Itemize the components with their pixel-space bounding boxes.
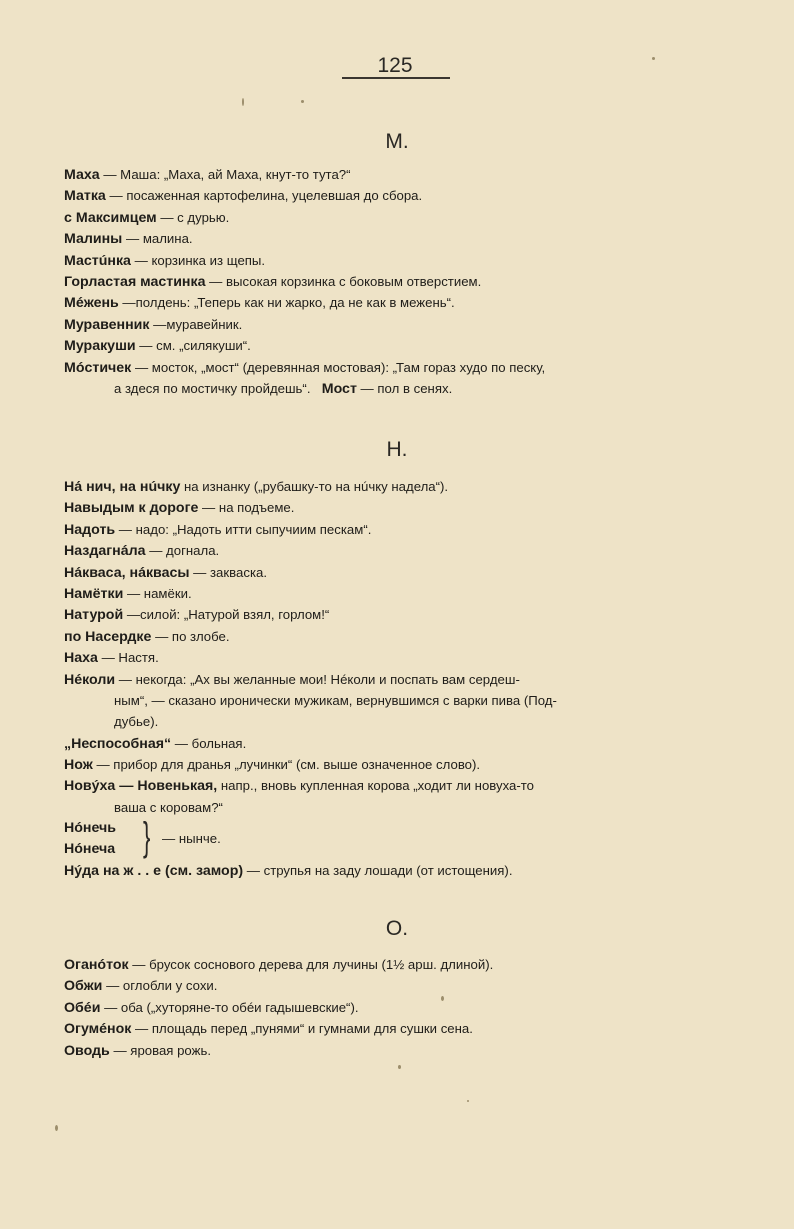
section-m-entries (64, 164, 724, 399)
entry-line: Натурой —силой: „Натурой взял, горлом!“ (64, 607, 330, 624)
entry-line: „Неспособная“ — больная. (64, 735, 247, 752)
entry-line: Новýха — Новенькая, напр., вновь купленная корова „ходит ли новуха-то (64, 778, 534, 795)
entry-line: Наздагнáла — догнала. (64, 543, 220, 560)
entry-line: Матка — посаженная картофелина, уцелевшая до сбора. (64, 188, 423, 205)
entry-line: Намётки — намёки. (64, 585, 192, 602)
page-number-rule (342, 77, 450, 79)
entry-line: Обжи — оглобли у сохи. (64, 978, 218, 995)
entry-line: Нож — прибор для дранья „лучинки“ (см. выше означенное слово). (64, 757, 481, 774)
section-heading-o: О. (385, 917, 409, 940)
paper-speck (398, 1065, 401, 1069)
entry-line: Нýда на ж . . е (см. замор) — струпья на заду лошади (от истощения). (64, 863, 513, 880)
entry-line: с Максимцем — с дурью. (64, 209, 230, 226)
section-n-entries (64, 476, 724, 882)
entry-line: Нéколи — некогда: „Ах вы желанные мои! Нéколи и поспать вам сердеш- (64, 671, 520, 688)
paper-speck (55, 1125, 58, 1131)
entry-line: Огумéнок — площадь перед „пунями“ и гумнами для сушки сена. (64, 1021, 473, 1038)
page-number: 125 (377, 54, 413, 77)
entry-line: Мастúнка — корзинка из щепы. (64, 252, 266, 269)
curly-brace-icon: } (143, 815, 151, 860)
entry-continuation-line: дубье). (114, 714, 159, 730)
entry-line: Муракуши — см. „силякуши“. (64, 338, 251, 355)
section-heading-n: Н. (386, 438, 408, 461)
brace-term-2: Нóнеча (64, 841, 116, 858)
entry-line: На́ нич, на нúчку на изнанку („рубашку-то на нúчку надела“). (64, 479, 449, 495)
section-o-entries (64, 954, 724, 1061)
section-heading-m: М. (385, 130, 409, 153)
entry-continuation-line: а здеся по мостичку пройдешь“. Мост — пол в сенях. (114, 380, 453, 397)
paper-speck (467, 1100, 469, 1102)
paper-speck (242, 98, 244, 106)
entry-line: Малины — малина. (64, 231, 193, 248)
entry-line: Обéи — оба („хуторяне-то обéи гадышевские“). (64, 999, 359, 1016)
entry-continuation-line: ным“, — сказано иронически мужикам, вернувшимся с варки пива (Под- (114, 692, 557, 708)
entry-line: Нáкваса, нáквасы — закваска. (64, 564, 268, 581)
entry-line: Надоть — надо: „Надоть итти сыпучиим пескам“. (64, 521, 372, 538)
entry-line: по Насердке — по злобе. (64, 628, 230, 645)
entry-line: Оганóток — брусок соснового дерева для лучины (1½ арш. длиной). (64, 957, 494, 973)
entry-brace-group (64, 815, 724, 860)
paper-speck (441, 996, 444, 1001)
entry-line: Муравенник —муравейник. (64, 316, 243, 333)
brace-term-1: Нóнечь (64, 820, 116, 837)
entry-continuation-line: ваша с коровам?“ (114, 799, 223, 815)
entry-line: Навыдым к дороге — на подъеме. (64, 500, 295, 517)
entry-line: Маха — Маша: „Маха, ай Маха, кнут-то тута?“ (64, 167, 351, 183)
brace-gloss: — нынче. (162, 831, 221, 847)
paper-speck (652, 57, 655, 60)
paper-speck (301, 100, 304, 103)
entry-line: Оводь — яровая рожь. (64, 1042, 211, 1059)
entry-line: Горластая мастинка — высокая корзинка с боковым отверстием. (64, 273, 482, 290)
entry-line: Мóстичек — мосток, „мост“ (деревянная мостовая): „Там гораз худо по песку, (64, 359, 546, 376)
entry-line: Наха — Настя. (64, 650, 159, 667)
entry-line: Мéжень —полдень: „Теперь как ни жарко, да не как в межень“. (64, 295, 455, 312)
